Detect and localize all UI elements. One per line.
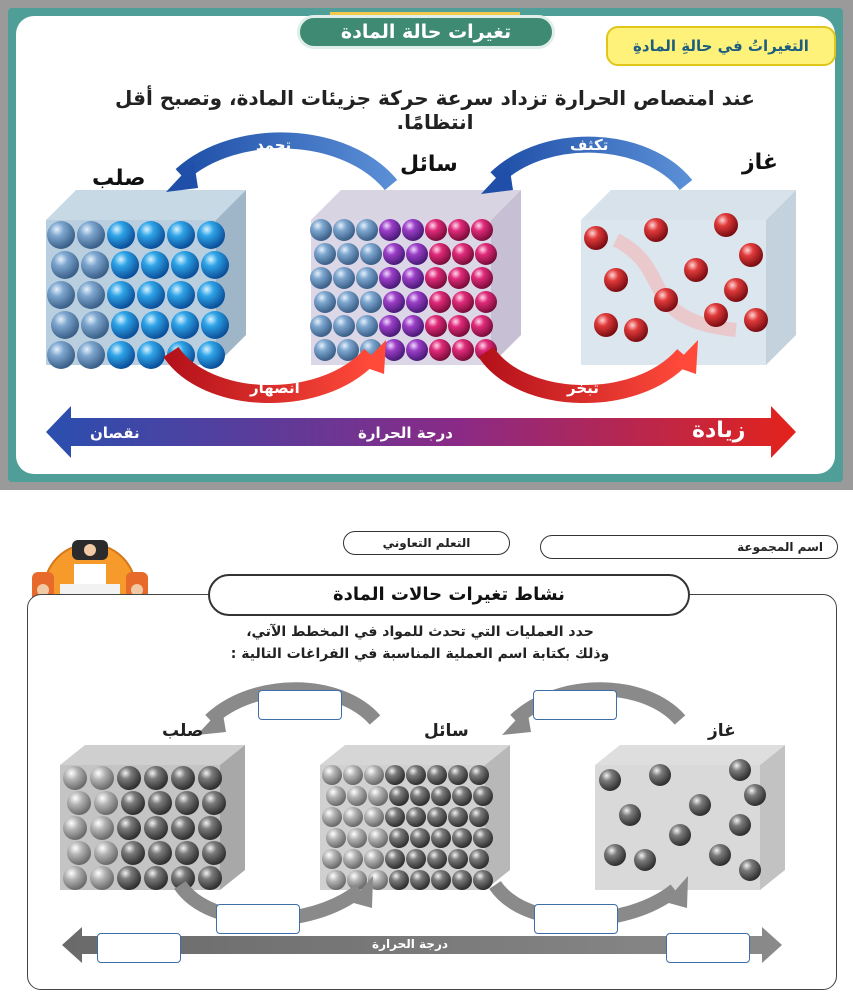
group-name-label: اسم المجموعة <box>737 540 823 554</box>
gray-liquid-molecule <box>410 870 430 890</box>
evaporation-label: تبخر <box>567 379 599 397</box>
liquid-molecule <box>379 219 401 241</box>
melting-label: انصهار <box>250 379 300 397</box>
gray-liquid-molecule <box>431 870 451 890</box>
gray-solid-molecule <box>117 766 141 790</box>
liquid-molecule <box>452 243 474 265</box>
liquid-molecule <box>471 219 493 241</box>
instruction-line-2: وذلك بكتابة اسم العملية المناسبة في الفراغات التالية : <box>230 646 610 662</box>
activity-title: نشاط تغيرات حالات المادة <box>208 574 690 616</box>
gray-liquid-molecule <box>343 765 363 785</box>
solid-molecule <box>77 281 105 309</box>
gray-solid-molecule <box>144 766 168 790</box>
gray-solid-molecule <box>148 791 172 815</box>
gray-liquid-molecule <box>406 807 426 827</box>
gray-liquid-molecule <box>448 765 468 785</box>
liquid-molecule <box>448 267 470 289</box>
liquid-molecule <box>429 339 451 361</box>
lead-sentence: عند امتصاص الحرارة تزداد سرعة حركة جزيئات المادة، وتصبح أقل انتظامًا. <box>115 86 755 134</box>
liquid-molecule <box>406 291 428 313</box>
gray-solid-molecule <box>175 841 199 865</box>
liquid-molecule <box>406 339 428 361</box>
liquid-molecule <box>310 219 332 241</box>
liquid-molecule <box>333 315 355 337</box>
solid-molecule <box>197 221 225 249</box>
solid-molecule <box>197 341 225 369</box>
gray-solid-molecule <box>63 866 87 890</box>
solid-molecule <box>167 221 195 249</box>
liquid-molecule <box>429 291 451 313</box>
solid-molecule <box>141 251 169 279</box>
liquid-molecule <box>333 267 355 289</box>
gray-liquid-molecule <box>473 870 493 890</box>
gray-liquid-molecule <box>473 786 493 806</box>
solid-molecule <box>171 251 199 279</box>
solid-molecule <box>107 221 135 249</box>
liquid-molecule <box>471 315 493 337</box>
gray-liquid-molecule <box>427 765 447 785</box>
gray-solid-molecule <box>94 841 118 865</box>
gray-solid-molecule <box>175 791 199 815</box>
gray-liquid-molecule <box>431 828 451 848</box>
gray-liquid-molecule <box>469 807 489 827</box>
decrease-label: نقصان <box>90 424 140 442</box>
temperature-label: درجة الحرارة <box>358 424 454 442</box>
liquid-molecule <box>425 219 447 241</box>
gray-liquid-molecule <box>343 807 363 827</box>
gas-molecule <box>624 318 648 342</box>
gray-liquid-molecule <box>452 870 472 890</box>
condensation-label: تكثف <box>570 136 609 154</box>
gray-temperature-label: درجة الحرارة <box>372 937 449 951</box>
gray-gas-molecule <box>669 824 691 846</box>
gray-gas-cube <box>595 745 785 890</box>
gray-liquid-molecule <box>389 786 409 806</box>
solid-molecule <box>167 281 195 309</box>
gray-solid-molecule <box>171 766 195 790</box>
gas-molecule <box>714 213 738 237</box>
solid-molecule <box>51 311 79 339</box>
solid-molecule <box>111 311 139 339</box>
solid-molecule <box>51 251 79 279</box>
gray-liquid-molecule <box>343 849 363 869</box>
gray-liquid-molecule <box>364 849 384 869</box>
liquid-molecule <box>356 315 378 337</box>
gray-solid-molecule <box>67 841 91 865</box>
solid-molecule <box>47 341 75 369</box>
gas-molecule <box>739 243 763 267</box>
gray-liquid-molecule <box>427 807 447 827</box>
gray-liquid-cube <box>320 745 510 890</box>
liquid-molecule <box>475 243 497 265</box>
solid-molecule <box>171 311 199 339</box>
liquid-molecule <box>402 315 424 337</box>
liquid-molecule <box>314 291 336 313</box>
solid-molecule <box>81 251 109 279</box>
answer-box-freezing[interactable] <box>258 690 342 720</box>
gray-liquid-molecule <box>452 828 472 848</box>
gray-liquid-molecule <box>322 765 342 785</box>
gray-solid-molecule <box>198 866 222 890</box>
gray-gas-molecule <box>649 764 671 786</box>
liquid-molecule <box>337 291 359 313</box>
answer-box-evaporation[interactable] <box>534 904 618 934</box>
liquid-molecule <box>383 291 405 313</box>
solid-molecule <box>201 311 229 339</box>
liquid-molecule <box>337 243 359 265</box>
gray-solid-molecule <box>144 866 168 890</box>
gray-solid-molecule <box>117 866 141 890</box>
liquid-molecule <box>360 243 382 265</box>
gray-gas-molecule <box>739 859 761 881</box>
gray-solid-molecule <box>63 766 87 790</box>
gas-molecule <box>584 226 608 250</box>
solid-molecule <box>107 281 135 309</box>
gray-liquid-molecule <box>410 786 430 806</box>
slide-title: تغيرات حالة المادة <box>297 15 555 49</box>
gray-liquid-molecule <box>326 870 346 890</box>
gas-label: غاز <box>742 150 778 175</box>
liquid-molecule <box>429 243 451 265</box>
liquid-molecule <box>471 267 493 289</box>
liquid-molecule <box>448 219 470 241</box>
solid-molecule <box>141 311 169 339</box>
gray-solid-molecule <box>198 766 222 790</box>
gray-solid-molecule <box>198 816 222 840</box>
solid-molecule <box>201 251 229 279</box>
gas-molecule <box>654 288 678 312</box>
gas-molecule <box>644 218 668 242</box>
liquid-molecule <box>379 267 401 289</box>
solid-cube <box>46 190 246 369</box>
gas-cube <box>581 190 796 365</box>
gas-molecule <box>594 313 618 337</box>
gray-gas-molecule <box>619 804 641 826</box>
gray-liquid-molecule <box>385 765 405 785</box>
gray-liquid-molecule <box>469 765 489 785</box>
gray-liquid-molecule <box>385 807 405 827</box>
topic-tag: التغيراتُ في حالةِ المادةِ <box>606 26 836 66</box>
gray-solid-molecule <box>94 791 118 815</box>
gray-liquid-molecule <box>326 786 346 806</box>
answer-box-condensation[interactable] <box>533 690 617 720</box>
gray-liquid-molecule <box>364 765 384 785</box>
gray-liquid-molecule <box>431 786 451 806</box>
gray-liquid-molecule <box>427 849 447 869</box>
gray-gas-molecule <box>729 759 751 781</box>
gas-molecule <box>724 278 748 302</box>
gray-solid-label: صلب <box>162 721 204 741</box>
gray-gas-molecule <box>604 844 626 866</box>
gray-gas-molecule <box>709 844 731 866</box>
gray-solid-molecule <box>117 816 141 840</box>
gray-liquid-molecule <box>368 786 388 806</box>
gray-liquid-molecule <box>448 807 468 827</box>
liquid-molecule <box>425 267 447 289</box>
liquid-molecule <box>452 291 474 313</box>
liquid-molecule <box>383 339 405 361</box>
gray-solid-molecule <box>90 816 114 840</box>
gray-solid-molecule <box>171 816 195 840</box>
solid-label: صلب <box>92 166 146 191</box>
increase-label: زيادة <box>692 418 746 443</box>
liquid-molecule <box>356 219 378 241</box>
gray-liquid-molecule <box>385 849 405 869</box>
gray-liquid-molecule <box>322 807 342 827</box>
gray-gas-molecule <box>634 849 656 871</box>
liquid-molecule <box>314 339 336 361</box>
freezing-label: تجمد <box>256 136 292 154</box>
liquid-molecule <box>402 219 424 241</box>
gray-liquid-molecule <box>452 786 472 806</box>
gas-molecule <box>704 303 728 327</box>
gas-molecule <box>684 258 708 282</box>
gray-gas-molecule <box>689 794 711 816</box>
gray-solid-molecule <box>63 816 87 840</box>
solid-molecule <box>111 251 139 279</box>
liquid-molecule <box>314 243 336 265</box>
liquid-molecule <box>452 339 474 361</box>
liquid-molecule <box>425 315 447 337</box>
liquid-molecule <box>475 291 497 313</box>
solid-molecule <box>81 311 109 339</box>
solid-molecule <box>77 221 105 249</box>
gray-liquid-molecule <box>473 828 493 848</box>
liquid-molecule <box>383 243 405 265</box>
gray-solid-molecule <box>90 866 114 890</box>
liquid-molecule <box>333 219 355 241</box>
gray-liquid-molecule <box>347 828 367 848</box>
solid-molecule <box>47 281 75 309</box>
gray-solid-molecule <box>121 791 145 815</box>
gas-molecule <box>604 268 628 292</box>
liquid-molecule <box>448 315 470 337</box>
gray-liquid-molecule <box>406 849 426 869</box>
liquid-molecule <box>310 267 332 289</box>
instruction-line-1: حدد العمليات التي تحدث للمواد في المخطط الآتي، <box>246 624 594 640</box>
liquid-molecule <box>356 267 378 289</box>
gray-solid-molecule <box>121 841 145 865</box>
gray-solid-molecule <box>144 816 168 840</box>
gray-liquid-molecule <box>368 828 388 848</box>
solid-molecule <box>197 281 225 309</box>
gray-liquid-molecule <box>364 807 384 827</box>
answer-box-melting[interactable] <box>216 904 300 934</box>
gray-solid-molecule <box>90 766 114 790</box>
gray-liquid-molecule <box>326 828 346 848</box>
solid-molecule <box>137 281 165 309</box>
gray-liquid-molecule <box>410 828 430 848</box>
gray-solid-molecule <box>202 791 226 815</box>
gray-gas-molecule <box>729 814 751 836</box>
gray-liquid-molecule <box>469 849 489 869</box>
gray-liquid-molecule <box>347 786 367 806</box>
gray-gas-label: غاز <box>708 721 736 741</box>
answer-box-increase[interactable] <box>666 933 750 963</box>
liquid-label: سائل <box>400 152 458 177</box>
gray-solid-molecule <box>67 791 91 815</box>
gray-liquid-molecule <box>389 828 409 848</box>
gray-gas-molecule <box>599 769 621 791</box>
answer-box-decrease[interactable] <box>97 933 181 963</box>
gray-liquid-molecule <box>448 849 468 869</box>
gray-liquid-label: سائل <box>424 721 469 741</box>
solid-molecule <box>137 341 165 369</box>
solid-molecule <box>77 341 105 369</box>
group-name-field[interactable] <box>540 535 838 559</box>
liquid-molecule <box>360 291 382 313</box>
solid-molecule <box>47 221 75 249</box>
gray-solid-molecule <box>202 841 226 865</box>
solid-molecule <box>107 341 135 369</box>
gas-molecule <box>744 308 768 332</box>
gray-liquid-molecule <box>406 765 426 785</box>
gray-solid-cube <box>60 745 245 890</box>
liquid-molecule <box>406 243 428 265</box>
liquid-molecule <box>379 315 401 337</box>
liquid-molecule <box>402 267 424 289</box>
gray-solid-molecule <box>148 841 172 865</box>
gray-liquid-molecule <box>322 849 342 869</box>
cooperative-learning-pill: التعلم التعاوني <box>343 531 510 555</box>
gray-liquid-molecule <box>389 870 409 890</box>
gray-gas-molecule <box>744 784 766 806</box>
solid-molecule <box>137 221 165 249</box>
liquid-molecule <box>310 315 332 337</box>
liquid-cube <box>310 190 521 365</box>
